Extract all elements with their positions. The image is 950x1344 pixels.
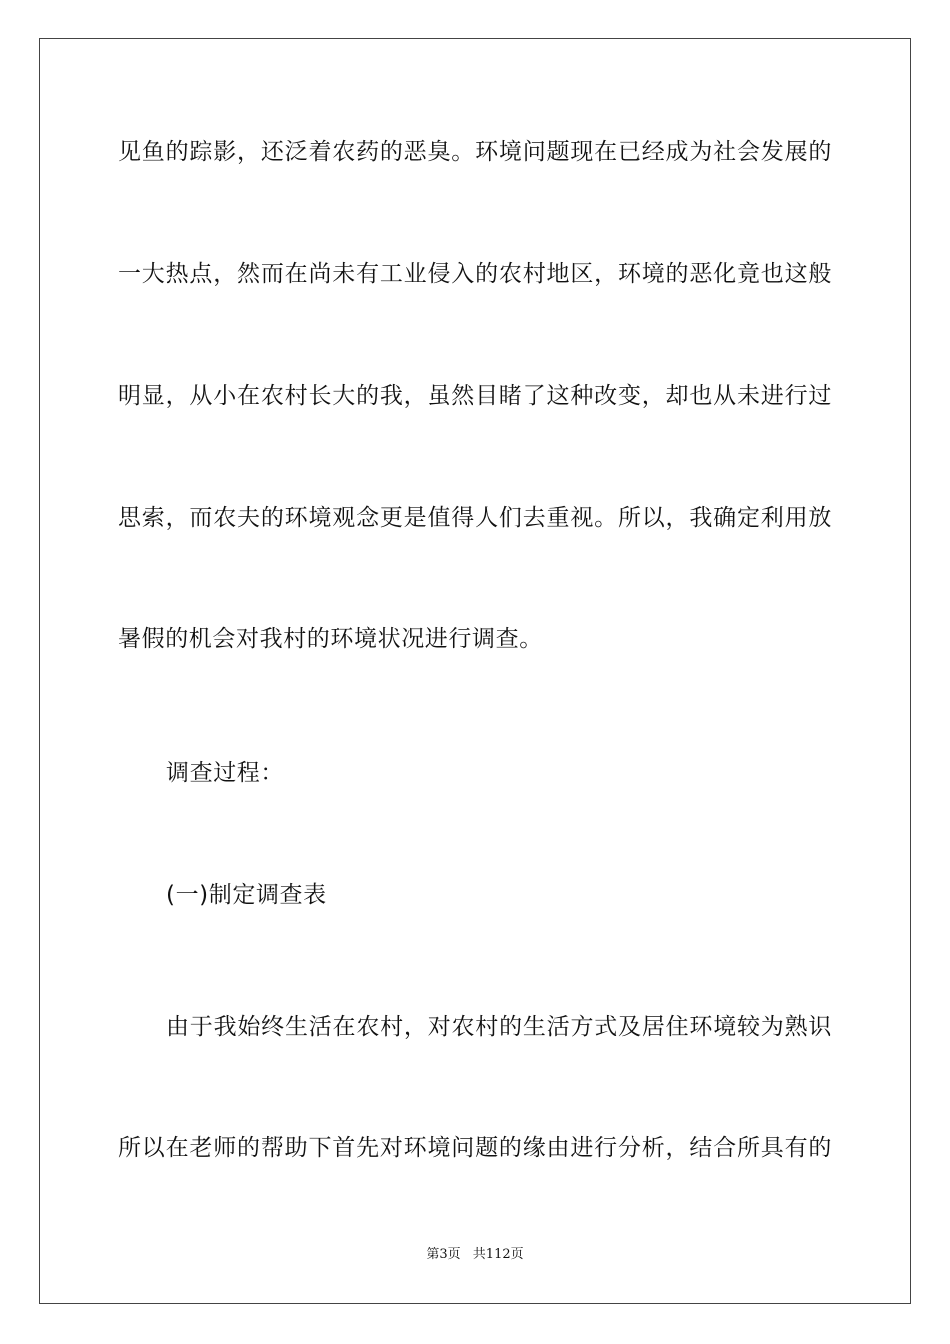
body-line-3: 明显，从小在农村长大的我，虽然目睹了这种改变，却也从未进行过	[118, 383, 832, 409]
section-heading: 调查过程：	[166, 760, 284, 786]
paragraph2-line-2: 所以在老师的帮助下首先对环境问题的缘由进行分析，结合所具有的	[118, 1135, 832, 1161]
page-border	[39, 38, 911, 1304]
subsection-heading: (一)制定调查表	[166, 882, 327, 908]
page-footer	[0, 1246, 950, 1264]
paragraph2-line-1: 由于我始终生活在农村，对农村的生活方式及居住环境较为熟识	[166, 1014, 832, 1040]
body-line-4: 思索，而农夫的环境观念更是值得人们去重视。所以，我确定利用放	[118, 505, 832, 531]
page-number: 第3页	[426, 1247, 461, 1262]
page-total: 共112页	[472, 1247, 524, 1262]
body-line-5: 暑假的机会对我村的环境状况进行调查。	[118, 626, 543, 652]
body-line-2: 一大热点，然而在尚未有工业侵入的农村地区，环境的恶化竟也这般	[118, 261, 832, 287]
body-line-1: 见鱼的踪影，还泛着农药的恶臭。环境问题现在已经成为社会发展的	[118, 139, 832, 165]
